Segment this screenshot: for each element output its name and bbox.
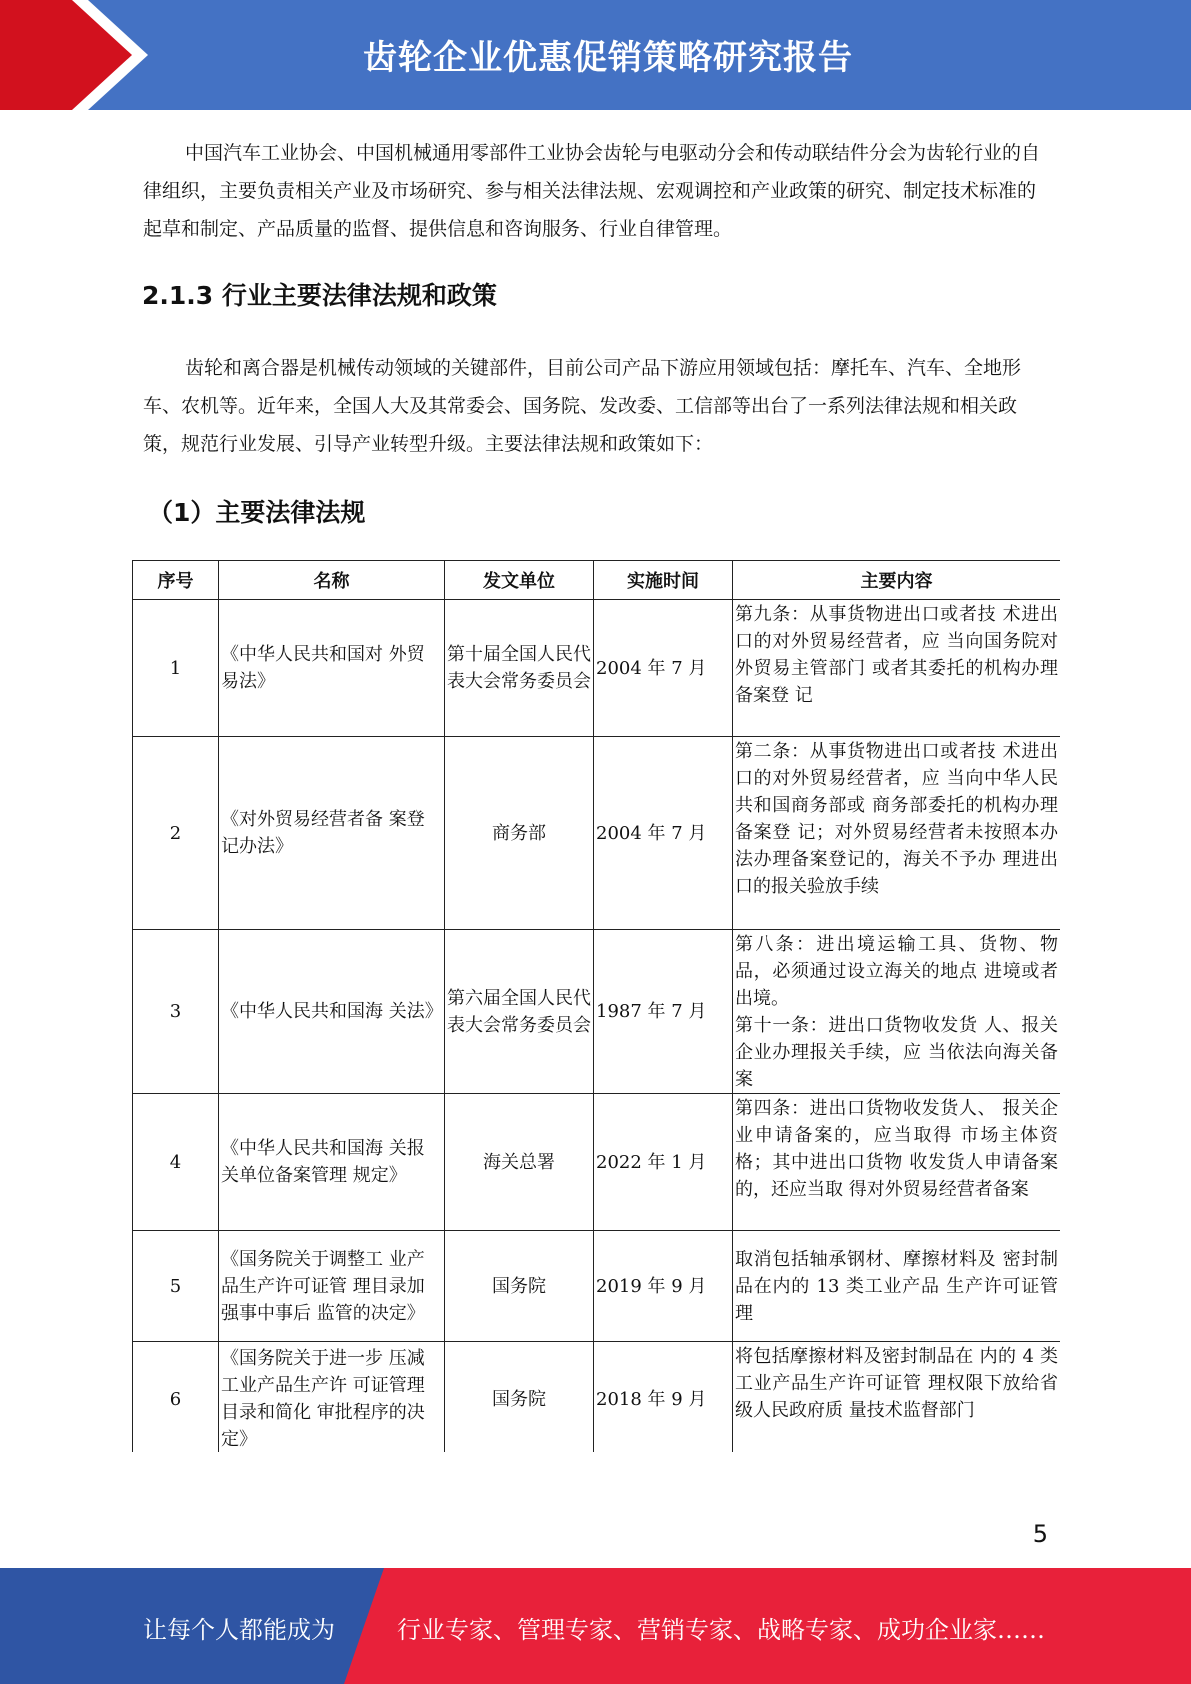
cell-date: 1987 年 7 月 <box>594 930 733 1094</box>
cell-date: 2022 年 1 月 <box>594 1094 733 1231</box>
table-row <box>133 1231 1061 1342</box>
table-row <box>133 1342 1061 1453</box>
laws-table <box>132 560 1060 1452</box>
cell-issuer: 海关总署 <box>445 1094 594 1231</box>
cell-content: 第八条：进出境运输工具、货物、物品，必须通过设立海关的地点 进境或者出境。 第十一条：进出口货物收发货 人、报关企业办理报关手续，应 当依法向海关备案 <box>733 930 1061 1094</box>
cell-issuer: 商务部 <box>445 737 594 930</box>
intro-paragraph: 中国汽车工业协会、中国机械通用零部件工业协会齿轮与电驱动分会和传动联结件分会为齿轮行业的自律组织，主要负责相关产业及市场研究、参与相关法律法规、宏观调控和产业政策的研究、制定技术标准的起草和制定、产品质量的监督、提供信息和咨询服务、行业自律管理。 <box>143 142 1041 240</box>
cell-index: 2 <box>133 737 219 930</box>
cell-issuer: 第十届全国人民代表大会常务委员会 <box>445 600 594 737</box>
col-header-content: 主要内容 <box>733 561 1061 600</box>
cell-issuer: 国务院 <box>445 1342 594 1453</box>
cell-name: 《对外贸易经营者备 案登记办法》 <box>219 737 445 930</box>
header-banner <box>0 0 1191 110</box>
cell-issuer: 第六届全国人民代表大会常务委员会 <box>445 930 594 1094</box>
cell-index: 4 <box>133 1094 219 1231</box>
table-row <box>133 600 1061 737</box>
cell-content: 取消包括轴承钢材、摩擦材料及 密封制品在内的 13 类工业产品 生产许可证管理 <box>733 1231 1061 1342</box>
col-header-issuer: 发文单位 <box>445 561 594 600</box>
table-row <box>133 930 1061 1094</box>
section-heading: 2.1.3 行业主要法律法规和政策 <box>142 281 497 310</box>
cell-name: 《中华人民共和国海 关法》 <box>219 930 445 1094</box>
cell-content: 第九条：从事货物进出口或者技 术进出口的对外贸易经营者，应 当向国务院对外贸易主管部门 或者其委托的机构办理备案登 记 <box>733 600 1061 737</box>
sub-heading: （1）主要法律法规 <box>148 498 366 527</box>
cell-content: 第四条：进出口货物收发货人、 报关企业申请备案的，应当取得 市场主体资格；其中进出口货物 收发货人申请备案的，还应当取 得对外贸易经营者备案 <box>733 1094 1061 1231</box>
cell-content: 第二条：从事货物进出口或者技 术进出口的对外贸易经营者，应 当向中华人民共和国商务部或 商务部委托的机构办理备案登 记；对外贸易经营者未按照本办 法办理备案登记的，海关不予办 理进出口的报关验放手续 <box>733 737 1061 930</box>
cell-date: 2004 年 7 月 <box>594 600 733 737</box>
cell-date: 2004 年 7 月 <box>594 737 733 930</box>
cell-date: 2018 年 9 月 <box>594 1342 733 1453</box>
page-number: 5 <box>1032 1520 1048 1548</box>
footer-slogan-left: 让每个人都能成为 <box>143 1616 335 1644</box>
col-header-name: 名称 <box>219 561 445 600</box>
cell-issuer: 国务院 <box>445 1231 594 1342</box>
laws-table-container <box>132 560 1060 1452</box>
cell-index: 5 <box>133 1231 219 1342</box>
table-row <box>133 737 1061 930</box>
footer-slogan-right: 行业专家、管理专家、营销专家、战略专家、成功企业家…… <box>397 1616 1045 1644</box>
footer-banner <box>0 1568 1191 1684</box>
cell-date: 2019 年 9 月 <box>594 1231 733 1342</box>
cell-name: 《国务院关于进一步 压减工业产品生产许 可证管理目录和简化 审批程序的决定》 <box>219 1342 445 1453</box>
cell-index: 6 <box>133 1342 219 1453</box>
table-header-row <box>133 561 1061 600</box>
cell-index: 1 <box>133 600 219 737</box>
policy-paragraph: 齿轮和离合器是机械传动领域的关键部件，目前公司产品下游应用领域包括：摩托车、汽车、全地形车、农机等。近年来，全国人大及其常委会、国务院、发改委、工信部等出台了一系列法律法规和相关政策，规范行业发展、引导产业转型升级。主要法律法规和政策如下： <box>143 357 1022 455</box>
cell-name: 《中华人民共和国对 外贸易法》 <box>219 600 445 737</box>
document-title: 齿轮企业优惠促销策略研究报告 <box>363 38 853 78</box>
cell-content: 将包括摩擦材料及密封制品在 内的 4 类工业产品生产许可证管 理权限下放给省级人民政府质 量技术监督部门 <box>733 1342 1061 1453</box>
col-header-date: 实施时间 <box>594 561 733 600</box>
table-row <box>133 1094 1061 1231</box>
col-header-index: 序号 <box>133 561 219 600</box>
cell-index: 3 <box>133 930 219 1094</box>
cell-name: 《中华人民共和国海 关报关单位备案管理 规定》 <box>219 1094 445 1231</box>
cell-name: 《国务院关于调整工 业产品生产许可证管 理目录加强事中事后 监管的决定》 <box>219 1231 445 1342</box>
